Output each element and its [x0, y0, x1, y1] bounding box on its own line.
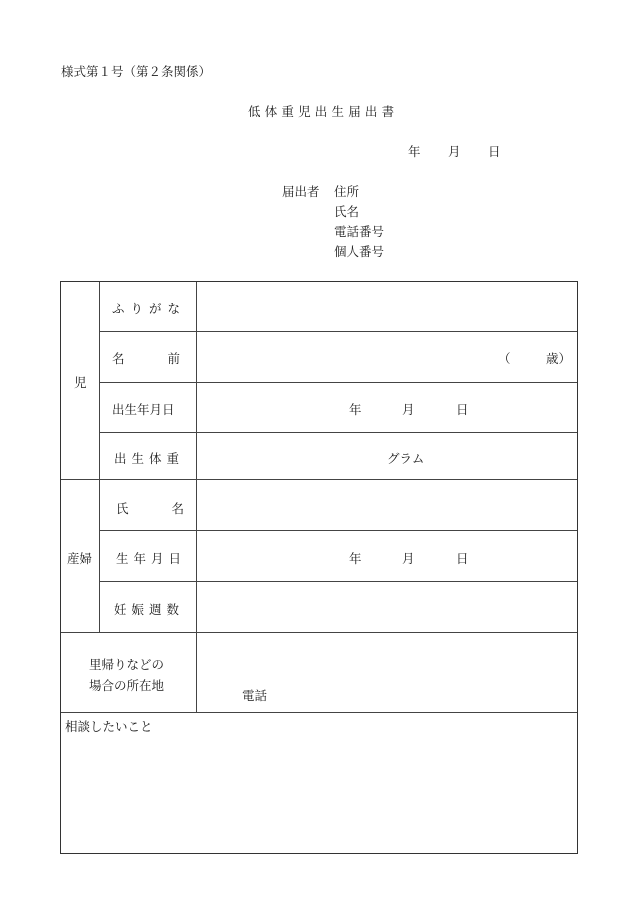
pregnancy-weeks-input[interactable] — [206, 593, 570, 625]
return-home-label-line1: 里帰りなどの — [89, 657, 165, 672]
mother-birthdate-label: 生年月日 — [116, 551, 187, 566]
applicant-id-number-input[interactable] — [392, 240, 570, 260]
applicant-id-number-label: 個人番号 — [334, 244, 385, 259]
child-age-input[interactable] — [513, 344, 547, 372]
row-divider — [99, 331, 577, 332]
mother-name-label: 氏 名 — [116, 501, 191, 516]
mother-birth-day-label: 日 — [456, 551, 469, 566]
date-year-label: 年 — [408, 144, 421, 159]
applicant-name-label: 氏名 — [334, 204, 360, 219]
row-divider — [99, 530, 577, 531]
row-divider — [99, 581, 577, 582]
date-month-label: 月 — [448, 144, 461, 159]
section-divider — [61, 712, 577, 713]
applicant-phone-input[interactable] — [392, 220, 570, 240]
pregnancy-weeks-label: 妊娠週数 — [114, 602, 185, 617]
child-birth-day-label: 日 — [456, 402, 469, 417]
applicant-name-input[interactable] — [366, 200, 570, 220]
applicant-label: 届出者 — [282, 184, 320, 199]
document-title: 低体重児出生届出書 — [248, 104, 399, 119]
notification-form-table — [60, 281, 578, 854]
consultation-textarea[interactable] — [67, 737, 571, 849]
mother-birth-month-label: 月 — [402, 551, 415, 566]
return-home-phone-input[interactable] — [276, 682, 570, 706]
applicant-phone-label: 電話番号 — [334, 224, 385, 239]
date-day-label: 日 — [488, 144, 501, 159]
row-divider — [99, 432, 577, 433]
section-divider — [61, 479, 577, 480]
label-column-divider — [196, 282, 197, 712]
form-number: 様式第１号（第２条関係） — [61, 64, 212, 79]
submission-date — [408, 142, 508, 158]
consultation-label: 相談したいこと — [65, 719, 153, 734]
birth-weight-label: 出生体重 — [114, 451, 185, 466]
applicant-address-input[interactable] — [366, 180, 570, 200]
section-divider — [61, 632, 577, 633]
row-divider — [99, 382, 577, 383]
return-home-label-line2: 場合の所在地 — [89, 678, 165, 693]
age-unit-label: 歳） — [546, 351, 572, 366]
mother-name-input[interactable] — [206, 492, 570, 524]
return-home-phone-label: 電話 — [242, 688, 268, 703]
age-open-paren: （ — [498, 351, 511, 366]
child-name-input[interactable] — [206, 342, 495, 374]
child-name-label: 名 前 — [112, 351, 187, 366]
child-birth-month-label: 月 — [402, 402, 415, 417]
return-home-address-input[interactable] — [206, 642, 570, 672]
mother-section-label: 産婦 — [67, 551, 93, 566]
applicant-address-label: 住所 — [334, 184, 360, 199]
birth-weight-input[interactable] — [281, 442, 385, 470]
weight-unit-label: グラム — [387, 451, 425, 466]
furigana-label: ふりがな — [112, 301, 187, 316]
mother-birth-year-label: 年 — [349, 551, 362, 566]
child-section-label: 児 — [74, 375, 87, 390]
child-birth-year-label: 年 — [349, 402, 362, 417]
child-birthdate-label: 出生年月日 — [112, 402, 175, 417]
child-furigana-input[interactable] — [206, 292, 570, 324]
section-column-divider — [99, 282, 100, 632]
